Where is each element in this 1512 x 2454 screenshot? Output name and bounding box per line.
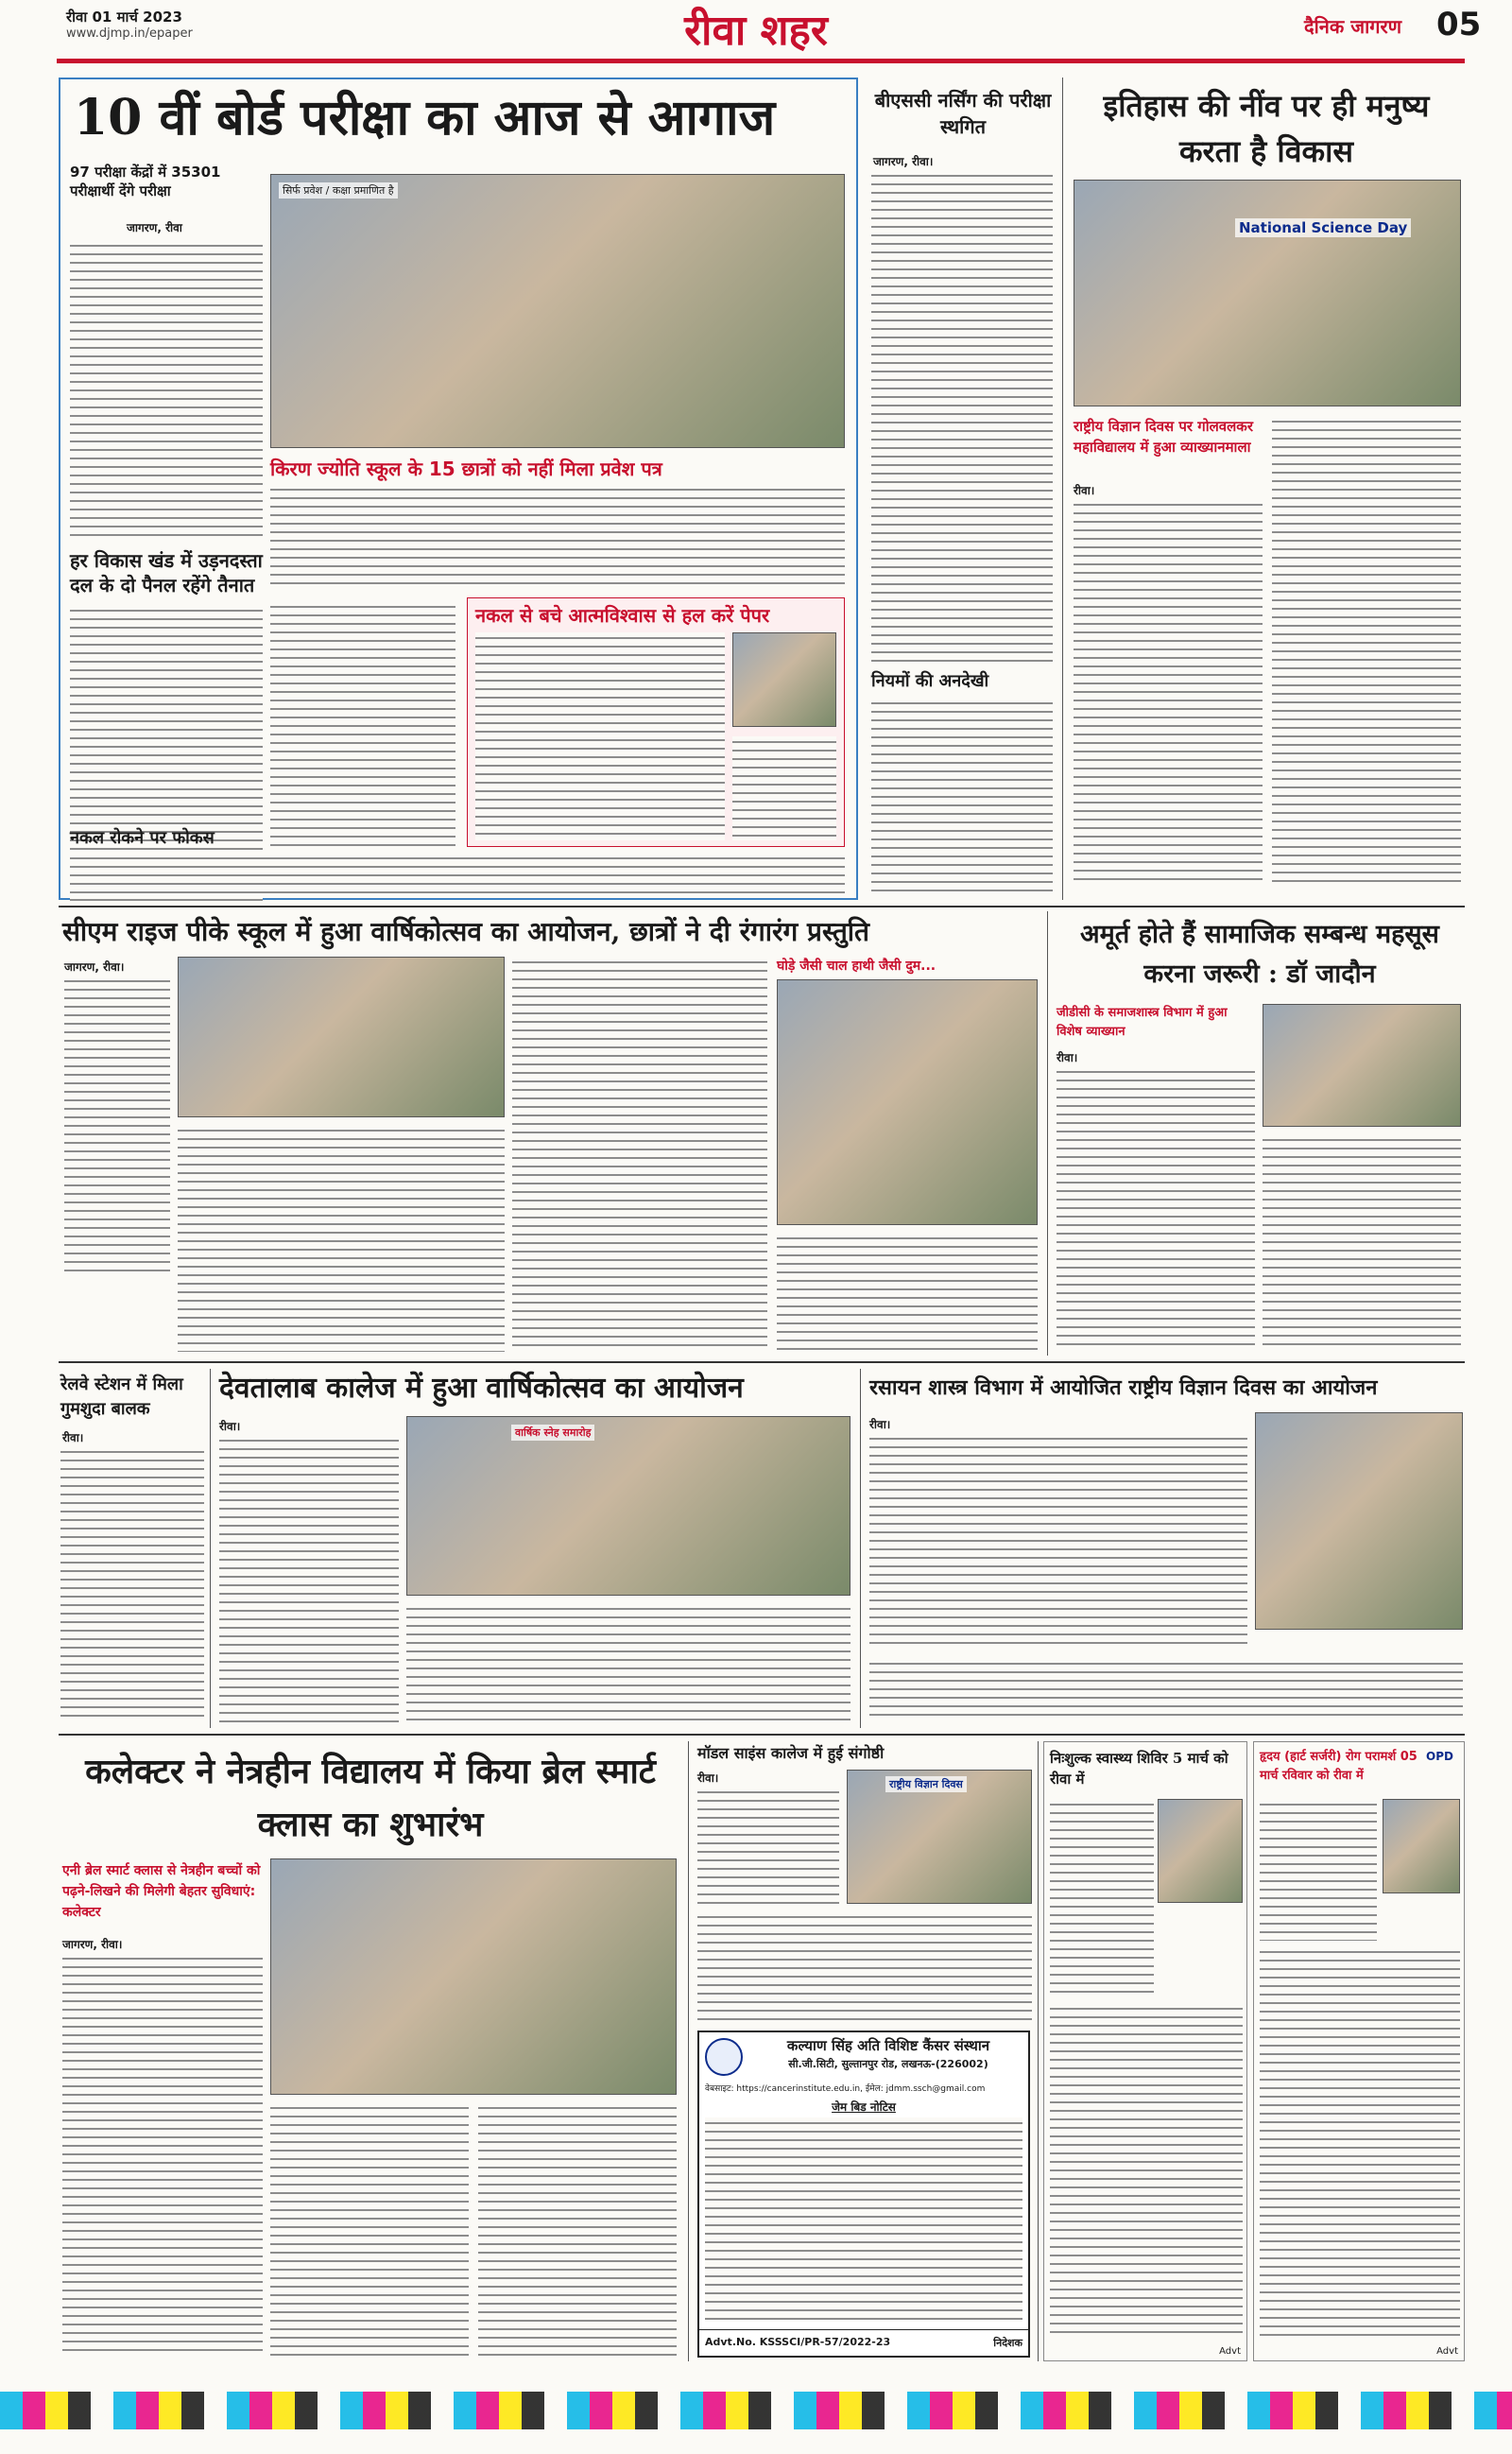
itihas-body-1 [1074, 499, 1263, 887]
samajik-dateline: रीवा। [1057, 1051, 1078, 1064]
cancer-footer [699, 2329, 1028, 2356]
cm-body-2 [178, 1125, 505, 1352]
story-bsc-nursing [868, 78, 1057, 900]
model-body-2 [697, 1911, 1032, 2021]
section-title: रीवा शहर [684, 7, 828, 55]
cancer-website: वेबसाइट: https://cancerinstitute.edu.in, ईमेल: jdmm.ssch@gmail.com [705, 2084, 986, 2094]
collector-photo [270, 1858, 677, 2095]
masthead-rule [57, 59, 1465, 63]
story-model-science [694, 1741, 1034, 2025]
nakal-headline: नकल से बचे आत्मविश्वास से हल करें पेपर [475, 604, 770, 627]
rasayan-dateline: रीवा। [869, 1418, 891, 1431]
rule-row1 [59, 906, 1465, 907]
nakal-photo [732, 632, 836, 727]
rasayan-photo [1255, 1412, 1463, 1630]
divider-3 [210, 1369, 211, 1728]
samajik-body-1 [1057, 1066, 1255, 1350]
bsc-headline: बीएससी नर्सिंग की परीक्षा स्थगित [874, 89, 1052, 138]
bsc-body-2 [871, 698, 1053, 892]
heart-doctor-photo [1383, 1799, 1460, 1893]
kiran-headline: किरण ज्योति स्कूल के 15 छात्रों को नहीं मिला प्रवेश पत्र [270, 458, 662, 480]
itihas-dateline: रीवा। [1074, 484, 1095, 497]
itihas-headline: इतिहास की नींव पर ही मनुष्य करता है विकास [1103, 88, 1430, 169]
story-rasayan [866, 1369, 1465, 1728]
story-railway [59, 1369, 206, 1728]
health-body-2 [1050, 2003, 1243, 2340]
model-dateline: रीवा। [697, 1771, 719, 1785]
kiran-body [270, 484, 845, 588]
devtalab-dateline: रीवा। [219, 1420, 241, 1433]
cancer-address: सी.जी.सिटी, सुल्तानपुर रोड, लखनऊ-(226002) [788, 2058, 988, 2070]
bsc-subhead: नियमों की अनदेखी [871, 671, 989, 691]
cancer-notice-title: जेम बिड नोटिस [832, 2100, 896, 2114]
story-itihas [1068, 78, 1465, 900]
bsc-body-1 [871, 170, 1053, 662]
itihas-photo [1074, 180, 1461, 406]
rule-row3 [59, 1734, 1465, 1736]
itihas-photo-banner: National Science Day [1235, 218, 1411, 237]
devtalab-body-2 [406, 1603, 850, 1722]
heart-opd-label: OPD [1426, 1750, 1453, 1763]
divider-6 [1038, 1741, 1039, 2361]
collector-dateline: जागरण, रीवा। [62, 1938, 123, 1951]
divider-4 [860, 1369, 861, 1728]
health-body-1 [1050, 1799, 1154, 1997]
heart-headline: हृदय (हार्ट सर्जरी) रोग परामर्श 05 मार्च रविवार को रीवा में [1260, 1750, 1418, 1783]
page-number: 05 [1436, 6, 1482, 43]
kiran-photo-sign: सिर्फ प्रवेश / कक्षा प्रमाणित है [279, 182, 398, 199]
story1-dateline: जागरण, रीवा [127, 221, 182, 234]
devtalab-photo-banner: वार्षिक स्नेह समारोह [511, 1425, 594, 1441]
story1-subhead3: नकल रोकने पर फोकस [70, 828, 215, 848]
story1-headline: 10 वीं बोर्ड परीक्षा का आज से आगाज [74, 89, 776, 147]
heart-body-1 [1260, 1799, 1377, 1941]
cm-dateline: जागरण, रीवा। [64, 960, 125, 974]
rasayan-body-1 [869, 1433, 1247, 1650]
kiran-photo [270, 174, 845, 448]
samajik-photo [1263, 1004, 1461, 1127]
ad-heart-opd [1253, 1741, 1465, 2361]
cancer-notice-body [705, 2117, 1022, 2322]
cm-body-1 [64, 976, 170, 1278]
nakal-body [475, 632, 725, 840]
health-doctor-photo [1158, 1799, 1243, 1903]
railway-headline: रेलवे स्टेशन में मिला गुमशुदा बालक [60, 1374, 183, 1419]
story1-body-1 [70, 240, 263, 543]
paper-name: दैनिक जागरण [1304, 15, 1402, 38]
masthead-date: रीवा 01 मार्च 2023 [66, 9, 182, 26]
ad-cancer-institute [697, 2031, 1030, 2358]
itihas-body-2 [1272, 416, 1461, 889]
rasayan-body-2 [869, 1658, 1463, 1722]
model-photo-banner: राष्ट्रीय विज्ञान दिवस [885, 1776, 967, 1792]
devtalab-body-1 [219, 1435, 399, 1722]
health-headline: निःशुल्क स्वास्थ्य शिविर 5 मार्च को रीवा में [1050, 1750, 1228, 1788]
bsc-dateline: जागरण, रीवा। [873, 155, 934, 168]
collector-body-3 [478, 2102, 677, 2356]
story-collector [59, 1741, 682, 2361]
heart-body-2 [1260, 1946, 1460, 2340]
cm-body-3 [512, 957, 767, 1352]
story-devtalab [215, 1369, 854, 1728]
samajik-headline: अमूर्त होते हैं सामाजिक सम्बन्ध महसूस करना जरूरी : डॉ जादौन [1080, 920, 1439, 989]
collector-headline: कलेक्टर ने नेत्रहीन विद्यालय में किया ब्रेल स्मार्ट क्लास का शुभारंभ [85, 1752, 656, 1844]
masthead [0, 0, 1512, 66]
story1-body-3 [70, 853, 845, 896]
heart-advt: Advt [1436, 2346, 1458, 2357]
model-body-1 [697, 1787, 839, 1904]
story1-subhead: 97 परीक्षा केंद्रों में 35301 परीक्षार्थी देंगे परीक्षा [70, 164, 221, 199]
cm-headline: सीएम राइज पीके स्कूल में हुआ वार्षिकोत्सव का आयोजन, छात्रों ने दी रंगारंग प्रस्तुति [62, 916, 870, 947]
devtalab-photo [406, 1416, 850, 1596]
cm-photo-2 [777, 979, 1038, 1225]
divider-2 [1047, 911, 1048, 1356]
cm-photo-caption: घोड़े जैसी चाल हाथी जैसी दुम... [777, 959, 936, 974]
cancer-title: कल्याण सिंह अति विशिष्ट कैंसर संस्थान [786, 2037, 990, 2054]
devtalab-headline: देवतालाब कालेज में हुआ वार्षिकोत्सव का आयोजन [219, 1372, 744, 1405]
health-advt: Advt [1219, 2346, 1241, 2357]
story-cm-rise [59, 911, 1041, 1356]
cancer-logo [705, 2038, 743, 2076]
itihas-subhead: राष्ट्रीय विज्ञान दिवस पर गोलवलकर महाविद्यालय में हुआ व्याख्यानमाला [1074, 418, 1253, 456]
model-photo [847, 1770, 1032, 1904]
cancer-director: निदेशक [993, 2337, 1022, 2349]
cm-photo-2-caption [777, 1233, 1038, 1352]
railway-body [60, 1446, 204, 1722]
cancer-advt-no: Advt.No. KSSSCI/PR-57/2022-23 [705, 2336, 891, 2348]
collector-body-1 [62, 1953, 263, 2356]
rule-row2 [59, 1361, 1465, 1363]
cm-photo-1 [178, 957, 505, 1117]
model-headline: मॉडल साइंस कालेज में हुई संगोष्ठी [697, 1744, 885, 1762]
story-board-exam [59, 78, 858, 900]
railway-dateline: रीवा। [62, 1431, 84, 1444]
story-samajik [1053, 911, 1465, 1356]
masthead-url: www.djmp.in/epaper [66, 26, 193, 41]
story1-body-col2 [270, 601, 455, 847]
print-color-strip [0, 2392, 1512, 2429]
story1-subhead2: हर विकास खंड में उड़नदस्ता दल के दो पैनल रहेंगे तैनात [70, 549, 263, 596]
rasayan-headline: रसायन शास्त्र विभाग में आयोजित राष्ट्रीय विज्ञान दिवस का आयोजन [869, 1375, 1378, 1400]
collector-subhead: एनी ब्रेल स्मार्ट क्लास से नेत्रहीन बच्चों को पढ़ने-लिखने की मिलेगी बेहतर सुविधाएं: कलेक्टर [62, 1863, 261, 1920]
nakal-body-2 [732, 736, 836, 840]
divider-5 [688, 1741, 689, 2361]
samajik-subhead: जीडीसी के समाजशास्त्र विभाग में हुआ विशेष व्याख्यान [1057, 1006, 1228, 1039]
ad-health-camp [1043, 1741, 1247, 2361]
nakal-box [467, 597, 845, 847]
collector-body-2 [270, 2102, 469, 2356]
divider-1 [1062, 78, 1063, 900]
samajik-body-2 [1263, 1134, 1461, 1350]
